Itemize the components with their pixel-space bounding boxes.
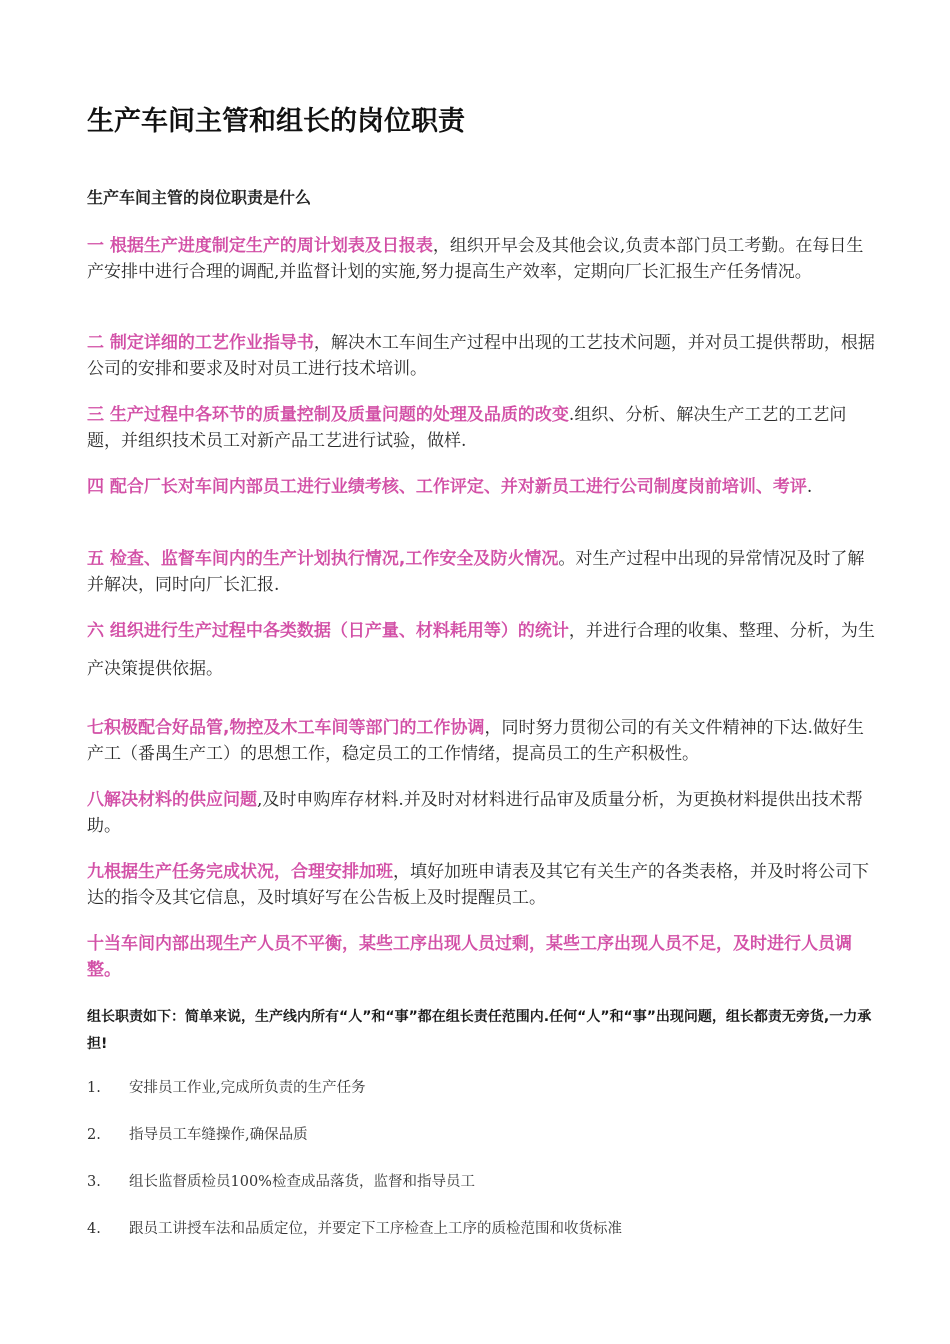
- duty-paragraph-2: [87, 330, 877, 382]
- duty-text: 。对生产过程中出现的异常情况及时了解并解决，同时向厂长汇报.: [87, 549, 865, 595]
- list-text: 组长监督质检员100%检查成品落货，监督和指导员工: [129, 1174, 475, 1190]
- duty-highlight: 二 制定详细的工艺作业指导书: [87, 333, 314, 353]
- duty-highlight: 六 组织进行生产过程中各类数据（日产量、材料耗用等）的统计: [87, 621, 569, 641]
- list-number: 3.: [87, 1174, 101, 1190]
- leader-list-item: [87, 1218, 877, 1240]
- duty-text: ，填好加班申请表及其它有关生产的各类表格，并及时将公司下达的指令及其它信息，及时填好写在公告板上及时提醒员工。: [87, 862, 869, 908]
- duty-text: .组织、分析、解决生产工艺的工艺问题，并组织技术员工对新产品工艺进行试验，做样.: [87, 405, 847, 451]
- duty-text: ，同时努力贯彻公司的有关文件精神的下达.做好生产工（番禺生产工）的思想工作，稳定员工的工作情绪，提高员工的生产积极性。: [87, 718, 864, 764]
- duty-paragraph-5: [87, 546, 877, 598]
- duty-text: ，解决木工车间生产过程中出现的工艺技术问题，并对员工提供帮助，根据公司的安排和要求及时对员工进行技术培训。: [87, 333, 875, 379]
- duty-paragraph-7: [87, 715, 877, 767]
- list-number: 2.: [87, 1127, 101, 1143]
- section-subtitle: 生产车间主管的岗位职责是什么: [87, 188, 312, 207]
- duty-paragraph-9: [87, 859, 877, 911]
- duty-paragraph-4: [87, 474, 877, 500]
- list-number: 1.: [87, 1080, 101, 1096]
- duty-highlight: 五 检查、监督车间内的生产计划执行情况,工作安全及防火情况: [87, 549, 559, 569]
- duty-text: ，组织开早会及其他会议,负责本部门员工考勤。在每日生产安排中进行合理的调配,并监督计划的实施,努力提高生产效率，定期向厂长汇报生产任务情况。: [87, 236, 864, 282]
- duty-paragraph-10: [87, 931, 877, 983]
- duty-highlight: 八解决材料的供应问题: [87, 790, 257, 810]
- list-text: 安排员工作业,完成所负责的生产任务: [129, 1080, 366, 1096]
- duty-highlight: 九根据生产任务完成状况，合理安排加班: [87, 862, 393, 882]
- duty-highlight: 三 生产过程中各环节的质量控制及质量问题的处理及品质的改变: [87, 405, 569, 425]
- duty-text: ，并进行合理的收集、整理、分析，为生产决策提供依据。: [87, 621, 875, 679]
- leader-list-item: [87, 1077, 877, 1099]
- list-text: 跟员工讲授车法和品质定位，并要定下工序检查上工序的质检范围和收货标准: [129, 1221, 622, 1237]
- leader-intro: 组长职责如下：简单来说，生产线内所有“人”和“事”都在组长责任范围内.任何“人”和“事”出现问题，组长都责无旁货,一力承担!: [87, 1009, 872, 1052]
- duty-paragraph-6: [87, 612, 877, 688]
- duty-highlight: 一 根据生产进度制定生产的周计划表及日报表: [87, 236, 433, 256]
- duty-highlight: 十当车间内部出现生产人员不平衡，某些工序出现人员过剩，某些工序出现人员不足，及时进行人员调整。: [87, 934, 852, 980]
- duty-text: ,及时申购库存材料.并及时对材料进行品审及质量分析，为更换材料提供出技术帮助。: [87, 790, 863, 836]
- duty-paragraph-8: [87, 787, 877, 839]
- document-title: 生产车间主管和组长的岗位职责: [87, 106, 465, 137]
- list-number: 4.: [87, 1221, 101, 1237]
- duty-paragraph-1: [87, 233, 877, 285]
- leader-list-item: [87, 1124, 877, 1146]
- duty-paragraph-3: [87, 402, 877, 454]
- duty-text: .: [806, 477, 813, 497]
- leader-list-item: [87, 1171, 877, 1193]
- duty-highlight: 四 配合厂长对车间内部员工进行业绩考核、工作评定、并对新员工进行公司制度岗前培训、考评: [87, 477, 807, 497]
- list-text: 指导员工车缝操作,确保品质: [129, 1127, 308, 1143]
- duty-highlight: 七积极配合好品管,物控及木工车间等部门的工作协调: [87, 718, 485, 738]
